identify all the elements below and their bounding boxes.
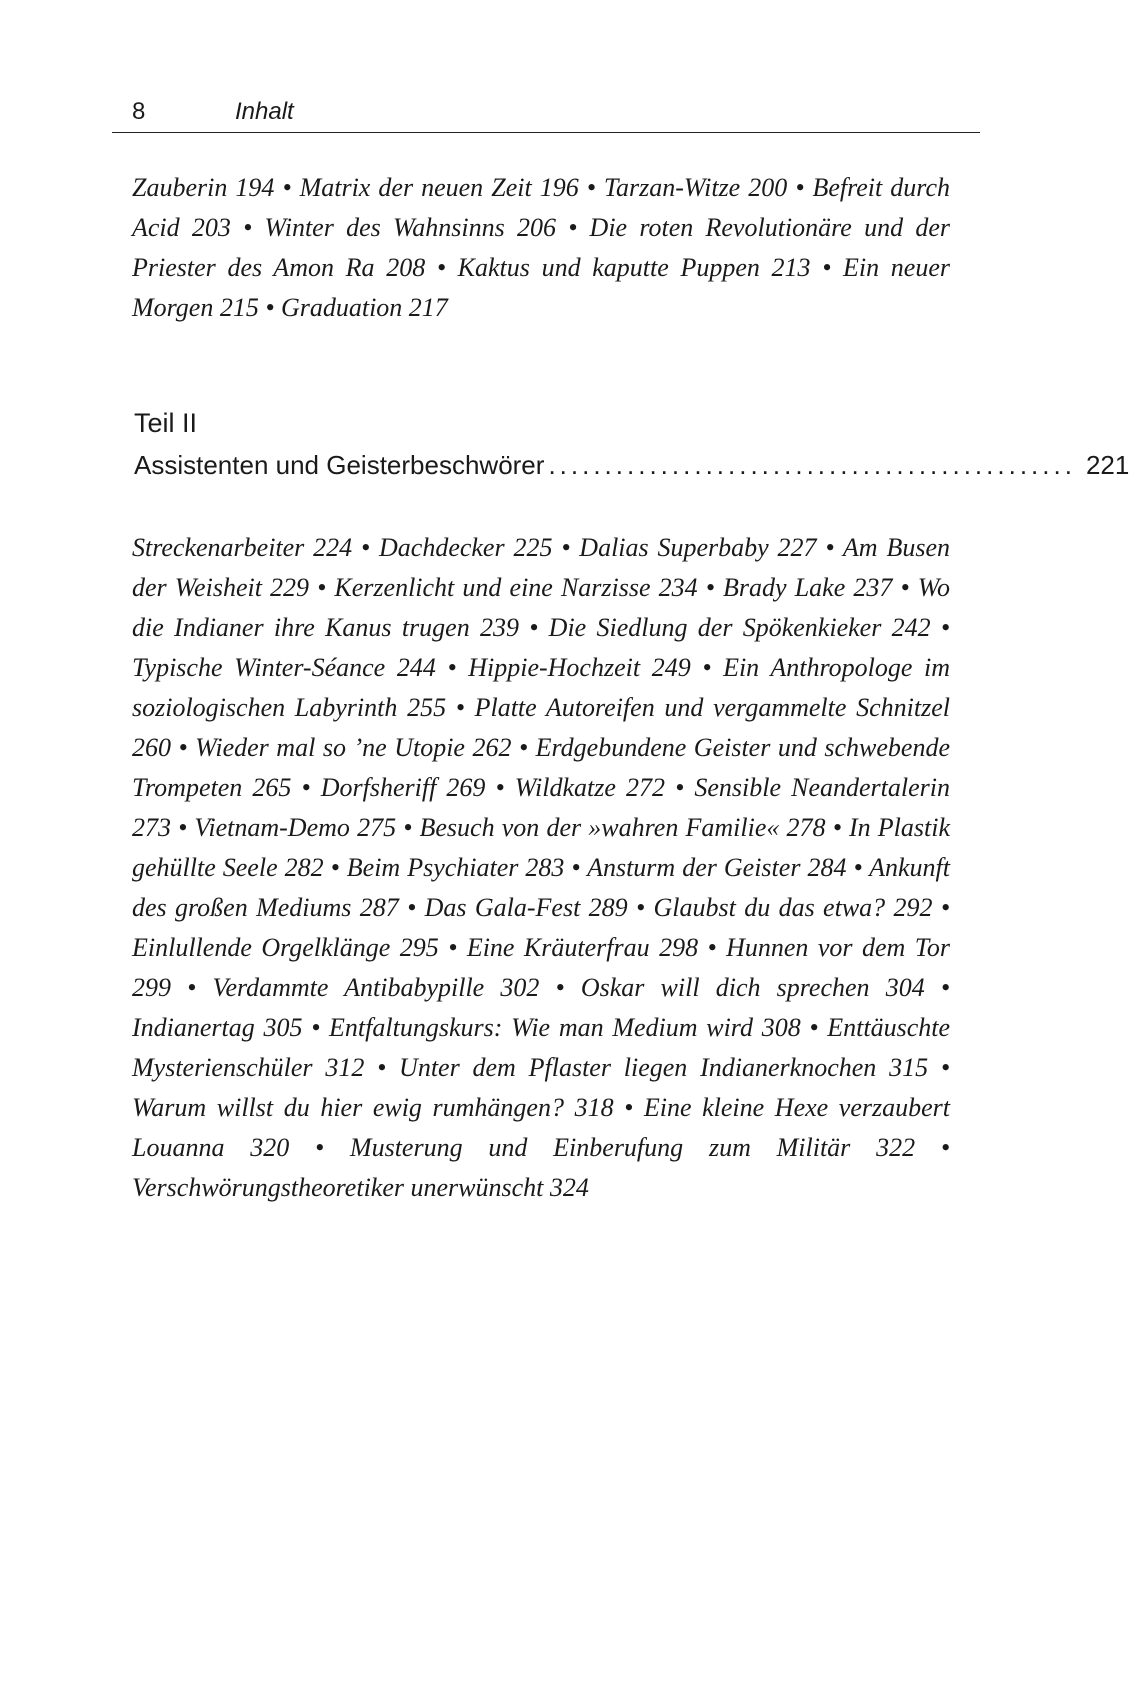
dot-leader: ............................................... — [548, 450, 1076, 480]
page-header — [112, 92, 980, 133]
part-label: Teil II — [134, 408, 198, 438]
part-page-number: 221 — [1085, 450, 1129, 480]
part-title: Assistenten und Geisterbeschwörer — [134, 450, 545, 480]
toc-entries-top: Zauberin 194 • Matrix der neuen Zeit 196 • Tarzan-Witze 200 • Befreit durch Acid 203 • Winter des Wahnsinns 206 • Die roten Revolutionäre und der Priester des Amon Ra 208 • Kaktus und kaputte Puppen 213 • Ein neuer Morgen 215 • Graduation 217 — [132, 173, 950, 322]
page-number: 8 — [132, 98, 146, 125]
toc-entries-bottom: Streckenarbeiter 224 • Dachdecker 225 • Dalias Superbaby 227 • Am Busen der Weisheit 229 • Kerzenlicht und eine Narzisse 234 • Brady Lake 237 • Wo die Indianer ihre Kanus trugen 239 • Die Siedlung der Spökenkieker 242 • Typische Winter-Séance 244 • Hippie-Hochzeit 249 • Ein Anthropologe im soziologischen Labyrinth 255 • Platte Autoreifen und vergammelte Schnitzel 260 • Wieder mal so ’ne Utopie 262 • Erdgebundene Geister und schwebende Trompeten 265 • Dorfsheriff 269 • Wildkatze 272 • Sensible Neandertalerin 273 • Vietnam-Demo 275 • Besuch von der »wahren Familie« 278 • In Plastik gehüllte Seele 282 • Beim Psychiater 283 • Ansturm der Geister 284 • Ankunft des großen Mediums 287 • Das Gala-Fest 289 • Glaubst du das etwa? 292 • Einlullende Orgelklänge 295 • Eine Kräuterfrau 298 • Hunnen vor dem Tor 299 • Verdammte Antibabypille 302 • Oskar will dich sprechen 304 • Indianertag 305 • Entfaltungskurs: Wie man Medium wird 308 • Enttäuschte Mysterienschüler 312 • Unter dem Pflaster liegen Indianerknochen 315 • Warum willst du hier ewig rumhängen? 318 • Eine kleine Hexe verzaubert Louanna 320 • Musterung und Einberufung zum Militär 322 • Verschwörungstheoretiker unerwünscht 324 — [132, 533, 950, 1202]
part-heading-line — [134, 450, 1129, 481]
running-head: Inhalt — [235, 98, 294, 125]
